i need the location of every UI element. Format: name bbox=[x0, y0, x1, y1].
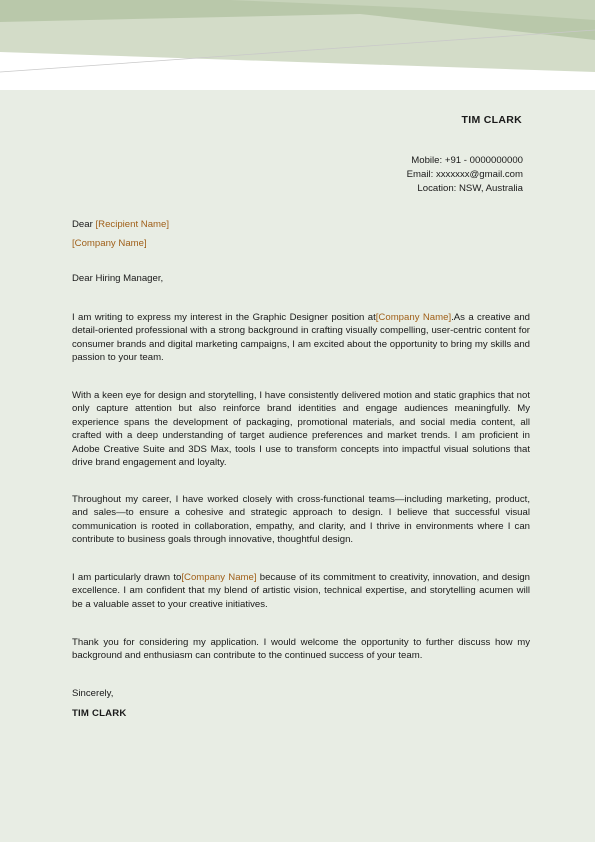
recipient-line bbox=[72, 215, 169, 234]
salutation: Dear Hiring Manager, bbox=[72, 273, 164, 284]
sender-mobile: Mobile: +91 - 0000000000 bbox=[411, 155, 523, 166]
paragraph-5: Thank you for considering my application. I would welcome the opportunity to further discuss how my background and enthusiasm can contribute to the continued success of your team. bbox=[72, 637, 530, 662]
paragraph-1-text-a: I am writing to express my interest in the Graphic Designer position at bbox=[72, 312, 376, 323]
recipient-block bbox=[72, 215, 169, 253]
company-name-placeholder: [Company Name] bbox=[72, 238, 147, 249]
paragraph-4 bbox=[72, 571, 530, 611]
paragraph-4-text-b: because of its commitment to creativity, innovation, and design excellence. I am confident that my blend of artistic vision, technical expertise, and storytelling acumen will be a valuable asset to your creative initiatives. bbox=[72, 572, 531, 610]
paragraph-1-text-b: .As a creative and detail-oriented professional with a strong background in crafting visually compelling, user-centric content for consumer brands and digital marketing campaigns, I am excited about the opportunity to bring my skills and passion to your team. bbox=[72, 312, 530, 364]
sender-location: Location: NSW, Australia bbox=[417, 182, 523, 194]
paragraph-1 bbox=[72, 311, 530, 365]
paragraph-2: With a keen eye for design and storytelling, I have consistently delivered motion and static graphics that not only capture attention but also reinforce brand identities and engage audiences meaningfully. My experience spans the development of packaging, promotional materials, and social media content, all crafted with a deep understanding of target audience preferences and market trends. I am proficient in Adobe Creative Suite and 3DS Max, tools I use to transform concepts into impactful visual solutions that drive brand engagement and loyalty. bbox=[72, 390, 530, 469]
sender-name: TIM CLARK bbox=[461, 114, 522, 126]
paragraph-4-text-a: I am particularly drawn to bbox=[72, 572, 182, 583]
dear-label: Dear bbox=[72, 219, 96, 230]
paragraph-1-company-placeholder: [Company Name] bbox=[375, 312, 452, 323]
closing-name: TIM CLARK bbox=[72, 708, 127, 719]
sender-email: Email: xxxxxxx@gmail.com bbox=[406, 168, 523, 180]
recipient-name-placeholder: [Recipient Name] bbox=[95, 219, 170, 230]
paragraph-4-company-placeholder: [Company Name] bbox=[181, 572, 257, 583]
paragraph-3: Throughout my career, I have worked closely with cross-functional teams—including marketing, product, and sales—to ensure a cohesive and strategic approach to design. I believe that successful visual communication is rooted in collaboration, empathy, and clarity, and I thrive in environments where I can contribute to business goals through innovative, thoughtful design. bbox=[72, 494, 530, 546]
closing-label: Sincerely, bbox=[72, 688, 114, 699]
sender-contact bbox=[407, 154, 523, 195]
